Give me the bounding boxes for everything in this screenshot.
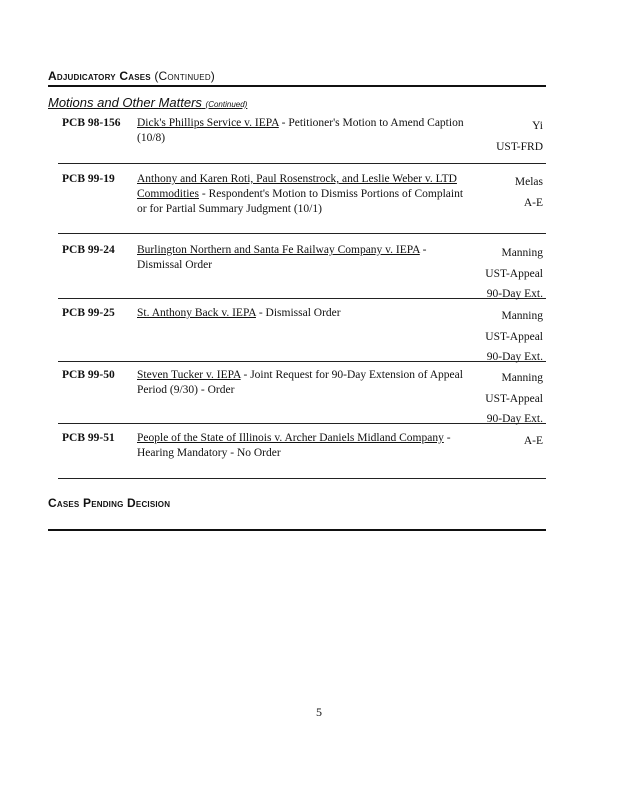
- case-assignment: [485, 306, 543, 368]
- assignment-line: Manning: [501, 372, 543, 384]
- row-divider: [58, 298, 546, 299]
- row-divider: [58, 478, 546, 479]
- row-divider: [58, 423, 546, 424]
- case-description: [137, 306, 467, 321]
- section-heading-pending: Cases Pending Decision: [48, 496, 171, 510]
- row-divider: [58, 233, 546, 234]
- row-divider: [58, 163, 546, 164]
- subsection-title: Motions and Other Matters: [48, 95, 202, 110]
- case-action: - Dismissal Order: [255, 307, 341, 319]
- assignment-line: UST-FRD: [496, 140, 543, 153]
- assignment-line: UST-Appeal: [485, 330, 543, 343]
- assignment-line: 90-Day Ext.: [486, 351, 543, 363]
- case-description: [137, 368, 467, 398]
- assignment-line: 90-Day Ext.: [486, 413, 543, 425]
- case-assignment: [524, 431, 543, 452]
- case-assignment: [485, 243, 543, 305]
- page-number: 5: [316, 705, 322, 719]
- case-parties: Steven Tucker v. IEPA: [137, 369, 241, 381]
- case-assignment: [515, 172, 543, 213]
- case-number: PCB 99-51: [62, 432, 115, 444]
- case-number: PCB 99-19: [62, 173, 115, 185]
- case-parties: Anthony and Karen Roti, Paul Rosenstrock, and Leslie Weber v. LTD Commodities: [137, 173, 457, 200]
- case-assignment: [485, 368, 543, 430]
- section-heading-adjudicatory: [48, 69, 215, 83]
- case-description: [137, 243, 467, 273]
- divider: [48, 529, 546, 531]
- case-parties: Burlington Northern and Santa Fe Railway Company v. IEPA: [137, 244, 420, 256]
- case-parties: Dick's Phillips Service v. IEPA: [137, 117, 279, 129]
- assignment-line: 90-Day Ext.: [486, 288, 543, 300]
- section-suffix: (Continued): [154, 69, 215, 83]
- case-parties: St. Anthony Back v. IEPA: [137, 307, 256, 319]
- assignment-line: A-E: [523, 196, 543, 209]
- case-assignment: [496, 116, 543, 157]
- case-action: - Hearing Mandatory - No Order: [137, 432, 451, 459]
- section-title: Adjudicatory Cases: [48, 69, 151, 83]
- case-action: - Dismissal Order: [137, 244, 427, 271]
- assignment-line: A-E: [523, 435, 543, 447]
- assignment-line: Yi: [532, 120, 543, 132]
- case-action: - Respondent's Motion to Dismiss Portions of Complaint or for Partial Summary Judgment (10/1): [137, 188, 464, 215]
- case-number: PCB 98-156: [62, 117, 121, 129]
- case-parties: People of the State of Illinois v. Archer Daniels Midland Company: [137, 432, 444, 444]
- assignment-line: Manning: [501, 247, 543, 259]
- assignment-line: UST-Appeal: [485, 392, 543, 405]
- assignment-line: Melas: [514, 176, 543, 188]
- assignment-line: Manning: [501, 310, 543, 322]
- subsection-suffix: (Continued): [205, 100, 248, 109]
- case-number: PCB 99-24: [62, 244, 115, 256]
- case-description: [137, 172, 467, 217]
- assignment-line: UST-Appeal: [485, 267, 543, 280]
- case-number: PCB 99-50: [62, 369, 115, 381]
- divider: [48, 85, 546, 87]
- subsection-heading: [48, 95, 247, 110]
- row-divider: [58, 361, 546, 362]
- case-description: [137, 431, 467, 461]
- case-action: - Petitioner's Motion to Amend Caption (10/8): [137, 117, 464, 144]
- case-number: PCB 99-25: [62, 307, 115, 319]
- case-action: - Joint Request for 90-Day Extension of Appeal Period (9/30) - Order: [137, 369, 463, 396]
- case-description: [137, 116, 467, 146]
